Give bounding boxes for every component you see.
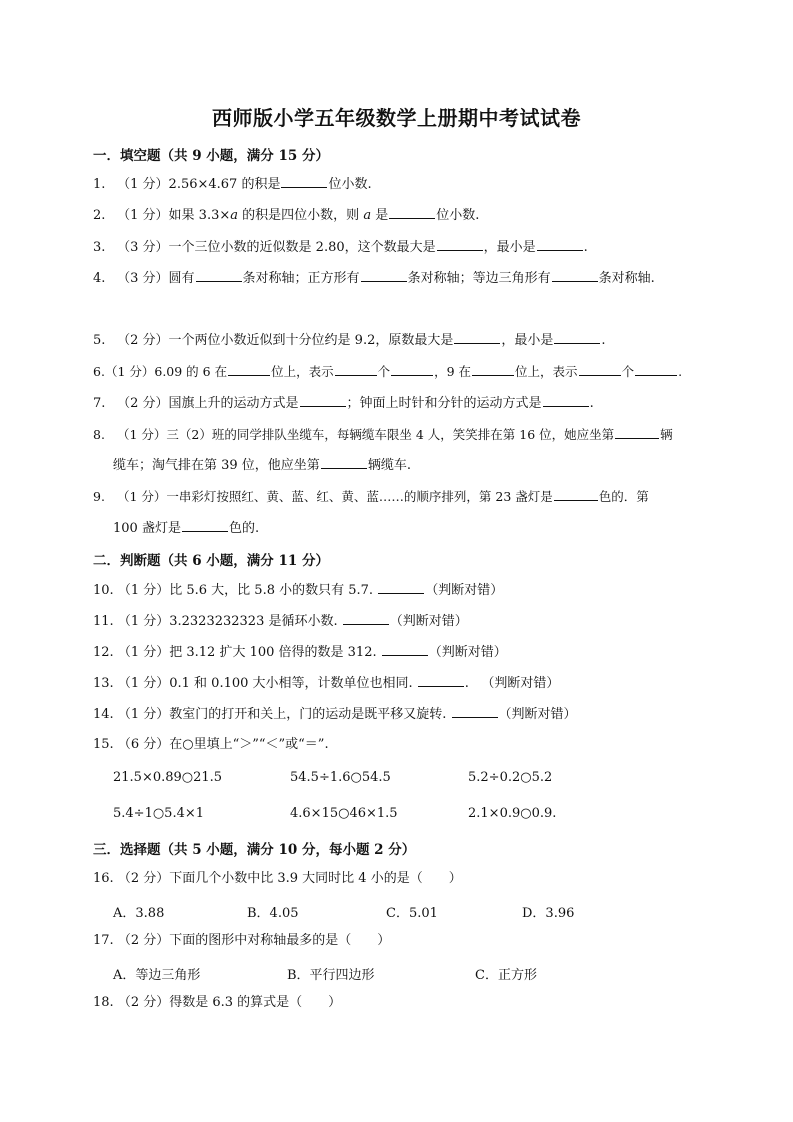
answer-blank[interactable] xyxy=(361,268,407,282)
answer-blank[interactable] xyxy=(389,205,435,219)
question-text: （1 分）一串彩灯按照红、黄、蓝、红、黄、蓝……的顺序排列，第 23 盏灯是 xyxy=(116,489,553,504)
answer-blank[interactable] xyxy=(182,518,228,532)
question-2 xyxy=(93,205,479,225)
answer-blank[interactable] xyxy=(635,362,677,376)
question-number: 18. xyxy=(93,995,114,1010)
question-7 xyxy=(93,393,594,413)
question-8 xyxy=(93,425,673,444)
question-text: （1 分）如果 3.3× xyxy=(117,208,231,223)
answer-blank[interactable] xyxy=(543,393,589,407)
question-5 xyxy=(93,330,606,350)
question-12 xyxy=(93,642,507,662)
question-9 xyxy=(93,487,649,506)
section-heading-true-false: 二．判断题（共 6 小题，满分 11 分） xyxy=(93,553,329,569)
question-3 xyxy=(93,237,588,257)
answer-blank[interactable] xyxy=(228,362,270,376)
question-text: （1 分）3.2323232323 是循环小数. xyxy=(117,614,338,629)
question-text: （2 分）一个两位小数近似到十分位约是 9.2，原数最大是 xyxy=(117,333,454,348)
question-text: ，9 在 xyxy=(434,364,472,379)
question-16 xyxy=(93,870,462,888)
question-text: （2 分）下面的图形中对称轴最多的是（ ） xyxy=(117,933,391,948)
question-text: （3 分）圆有 xyxy=(117,271,195,286)
option-a[interactable]: A．等边三角形 xyxy=(113,968,201,983)
answer-blank[interactable] xyxy=(452,704,498,718)
option-c[interactable]: C．正方形 xyxy=(475,968,537,983)
question-text: ；钟面上时针和分针的运动方式是 xyxy=(346,396,542,411)
question-text: ，最小是 xyxy=(483,240,536,255)
question-8-continued xyxy=(113,455,411,475)
option-b[interactable]: B．平行四边形 xyxy=(287,968,375,983)
answer-blank[interactable] xyxy=(554,330,600,344)
question-number: 8. xyxy=(93,427,105,442)
question-text: 的积是四位小数，则 xyxy=(242,208,360,223)
answer-blank[interactable] xyxy=(472,362,514,376)
answer-blank[interactable] xyxy=(281,174,327,188)
question-number: 1. xyxy=(93,177,106,192)
question-text: （1 分）比 5.6 大，比 5.8 小的数只有 5.7. xyxy=(117,583,374,598)
answer-blank[interactable] xyxy=(343,611,389,625)
question-9-continued xyxy=(113,518,259,538)
question-text: 条对称轴；正方形有 xyxy=(242,271,360,286)
question-1 xyxy=(93,174,372,194)
question-text: （2 分）得数是 6.3 的算式是（ ） xyxy=(117,995,342,1010)
question-text: 位上，表示 xyxy=(271,364,334,379)
question-text: 个 xyxy=(621,364,635,379)
answer-blank[interactable] xyxy=(552,268,598,282)
comparison-item[interactable]: 5.4÷1○5.4×1 xyxy=(113,806,205,821)
question-number: 10. xyxy=(93,583,114,598)
option-d[interactable]: D．3.96 xyxy=(522,906,575,921)
question-4 xyxy=(93,268,655,288)
question-text: . xyxy=(678,364,683,379)
question-text: 位小数. xyxy=(328,177,372,192)
question-text: 条对称轴. xyxy=(598,271,655,286)
question-text: （1 分）把 3.12 扩大 100 倍得的数是 312. xyxy=(117,645,377,660)
question-text: 缆车；淘气排在第 39 位，他应坐第 xyxy=(113,458,320,473)
question-number: 14. xyxy=(93,707,114,722)
question-text: （6 分）在○里填上“＞”“＜”或“＝”. xyxy=(117,737,329,752)
question-number: 11. xyxy=(93,614,114,629)
question-number: 3. xyxy=(93,240,106,255)
question-text: （判断对错） xyxy=(428,645,507,660)
question-10 xyxy=(93,580,503,600)
answer-blank[interactable] xyxy=(378,580,424,594)
comparison-item[interactable]: 5.2÷0.2○5.2 xyxy=(468,770,553,785)
question-text: ，最小是 xyxy=(501,333,554,348)
variable-a: a xyxy=(230,208,239,223)
question-text: （1 分）0.1 和 0.100 大小相等，计数单位也相同. xyxy=(117,676,413,691)
answer-blank[interactable] xyxy=(537,237,583,251)
question-text: （判断对错） xyxy=(389,614,468,629)
section-heading-fill-in: 一．填空题（共 9 小题，满分 15 分） xyxy=(93,148,329,164)
question-number: 15. xyxy=(93,737,114,752)
question-text: （1 分）三（2）班的同学排队坐缆车，每辆缆车限坐 4 人，笑笑排在第 16 位，她应坐第 xyxy=(116,427,615,442)
option-a[interactable]: A．3.88 xyxy=(113,906,165,921)
question-number: 7. xyxy=(93,396,106,411)
question-number: 17. xyxy=(93,933,114,948)
question-text: （判断对错） xyxy=(498,707,577,722)
question-text: 是 xyxy=(375,208,389,223)
question-17 xyxy=(93,932,390,950)
question-6 xyxy=(93,362,682,381)
answer-blank[interactable] xyxy=(196,268,242,282)
answer-blank[interactable] xyxy=(335,362,377,376)
answer-blank[interactable] xyxy=(554,487,598,501)
question-18 xyxy=(93,994,341,1012)
question-text: 色的．第 xyxy=(598,489,649,504)
question-11 xyxy=(93,611,468,631)
question-text: （判断对错） xyxy=(425,583,504,598)
question-text: （判断对错） xyxy=(481,676,560,691)
answer-blank[interactable] xyxy=(300,393,346,407)
answer-blank[interactable] xyxy=(418,673,464,687)
answer-blank[interactable] xyxy=(615,425,659,439)
question-text: 条对称轴；等边三角形有 xyxy=(407,271,551,286)
question-text: （1 分）教室门的打开和关上，门的运动是既平移又旋转. xyxy=(117,707,447,722)
question-text: （2 分）国旗上升的运动方式是 xyxy=(117,396,299,411)
answer-blank[interactable] xyxy=(437,237,483,251)
question-text: （1 分）6.09 的 6 在 xyxy=(104,364,228,379)
question-text: 位小数. xyxy=(436,208,480,223)
question-number: 16. xyxy=(93,871,114,886)
question-number: 12. xyxy=(93,645,114,660)
answer-blank[interactable] xyxy=(579,362,621,376)
question-number: 13. xyxy=(93,676,114,691)
question-number: 4. xyxy=(93,271,106,286)
comparison-item[interactable]: 21.5×0.89○21.5 xyxy=(113,770,223,785)
question-text: 辆 xyxy=(660,427,673,442)
question-text: （2 分）下面几个小数中比 3.9 大同时比 4 小的是（ ） xyxy=(117,871,462,886)
section-heading-multiple-choice: 三．选择题（共 5 小题，满分 10 分，每小题 2 分） xyxy=(93,842,416,858)
question-number: 2. xyxy=(93,208,106,223)
question-text: 100 盏灯是 xyxy=(113,521,181,536)
question-text: 辆缆车. xyxy=(367,458,411,473)
question-13 xyxy=(93,673,559,693)
variable-a: a xyxy=(363,208,372,223)
question-14 xyxy=(93,704,577,724)
question-text: . xyxy=(601,333,606,348)
answer-blank[interactable] xyxy=(382,642,428,656)
question-text: （1 分）2.56×4.67 的积是 xyxy=(117,177,281,192)
answer-blank[interactable] xyxy=(321,455,367,469)
question-text: 个 xyxy=(377,364,391,379)
answer-blank[interactable] xyxy=(391,362,433,376)
question-text: . xyxy=(583,240,588,255)
answer-blank[interactable] xyxy=(454,330,500,344)
question-15 xyxy=(93,736,329,754)
comparison-item[interactable]: 54.5÷1.6○54.5 xyxy=(290,770,391,785)
question-text: . xyxy=(464,676,469,691)
question-text: （3 分）一个三位小数的近似数是 2.80，这个数最大是 xyxy=(117,240,436,255)
question-text: . xyxy=(589,396,594,411)
question-text: 位上，表示 xyxy=(515,364,578,379)
question-number: 6. xyxy=(93,364,105,379)
page-title: 西师版小学五年级数学上册期中考试试卷 xyxy=(212,106,581,130)
option-b[interactable]: B．4.05 xyxy=(247,906,299,921)
comparison-item[interactable]: 4.6×15○46×1.5 xyxy=(290,806,398,821)
comparison-item[interactable]: 2.1×0.9○0.9. xyxy=(468,806,557,821)
option-c[interactable]: C．5.01 xyxy=(386,906,438,921)
question-number: 5. xyxy=(93,333,106,348)
question-number: 9. xyxy=(93,489,105,504)
question-text: 色的. xyxy=(228,521,260,536)
